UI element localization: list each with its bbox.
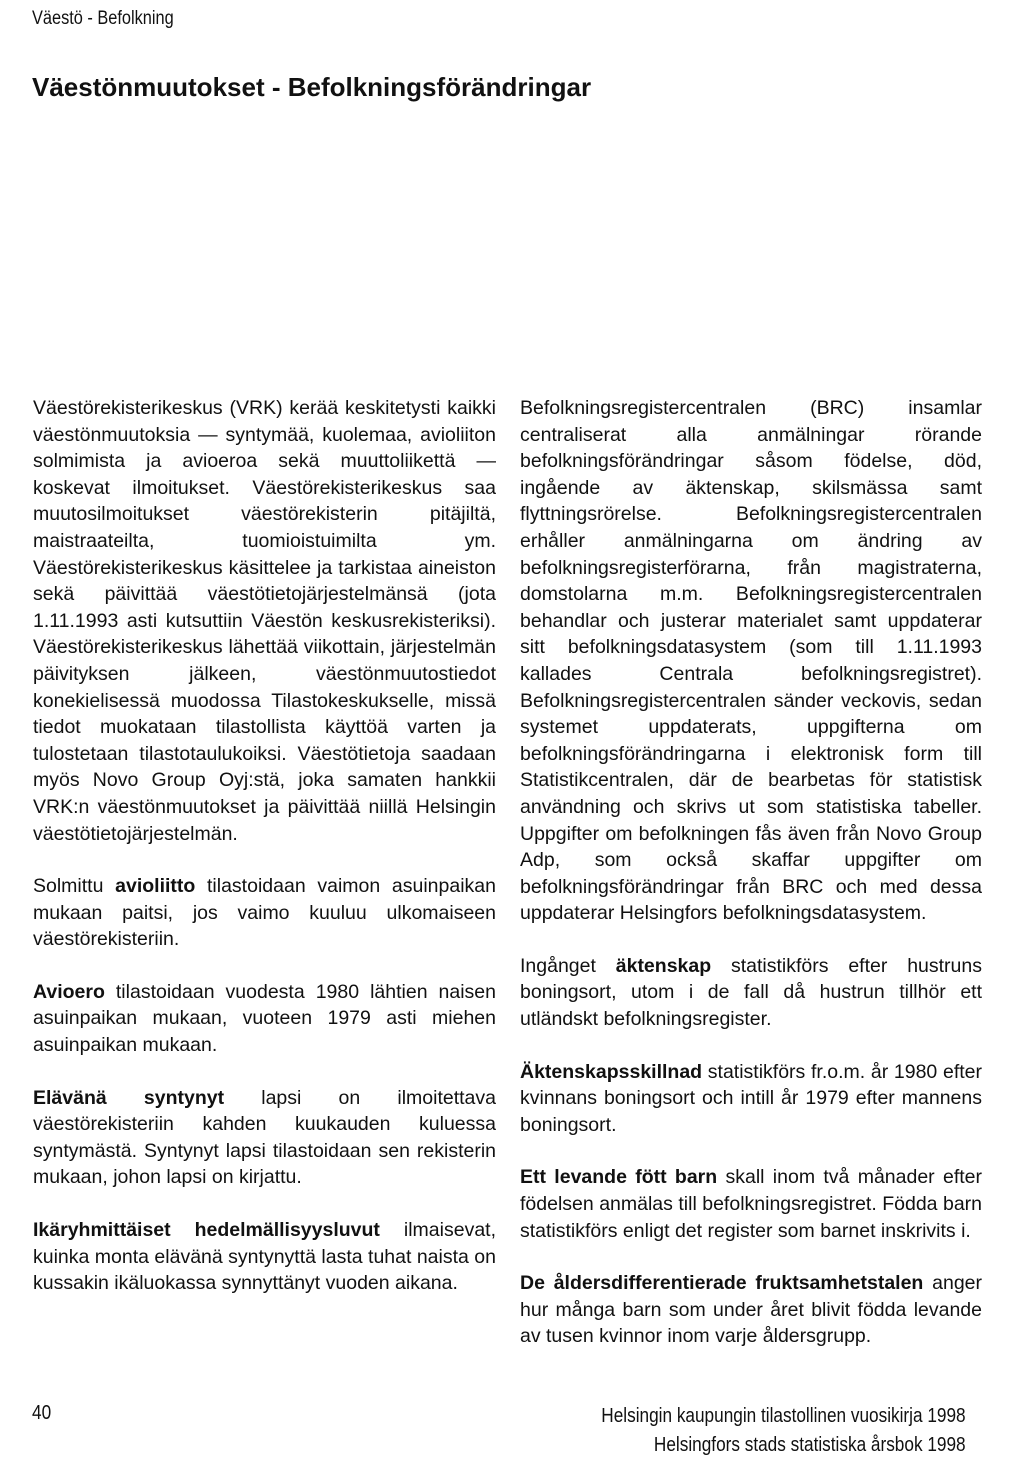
finnish-divorce-text: tilastoidaan vuodesta 1980 lähtien naisen asuinpaikan mukaan, vuoteen 1979 asti miehen asuinpaikan mukaan. xyxy=(33,980,496,1057)
finnish-divorce-paragraph xyxy=(33,979,496,1059)
swedish-marriage-term: äktenskap xyxy=(615,954,712,977)
publication-credit xyxy=(602,1402,966,1460)
finnish-column xyxy=(33,395,496,1323)
swedish-liveborn-term: Ett levande fött barn xyxy=(520,1166,718,1189)
swedish-column xyxy=(520,395,982,1376)
finnish-intro-paragraph: Väestörekisterikeskus (VRK) kerää keskitetysti kaikki väestönmuutoksia — syntymää, kuolemaa, avioliiton solmimista ja avioeroa sekä muuttoliikettä — koskevat ilmoitukset. Väestörekisterikeskus saa muutosilmoitukset väestörekisterin pitäjiltä, maistraateilta, tuomioistuimilta ym. Väestörekisterikeskus käsittelee ja tarkistaa aineiston sekä päivittää väestötietojärjestelmänsä (jota 1.11.1993 asti kutsuttiin Väestön keskusrekisteriksi). Väestörekisterikeskus lähettää viikottain, järjestelmän päivityksen jälkeen, väestönmuutostiedot konekielisessä muodossa Tilastokeskukselle, missä tiedot muokataan tilastollista käyttöä varten ja tulostetaan tilastotaulukoiksi. Väestötietoja saadaan myös Novo Group Oyj:stä, joka samaten hankkii VRK:n väestönmuutokset ja päivittää niillä Helsingin väestötietojärjestelmän. xyxy=(33,397,496,845)
finnish-marriage-paragraph xyxy=(33,873,496,953)
swedish-liveborn-paragraph xyxy=(520,1164,982,1244)
finnish-fertility-paragraph xyxy=(33,1217,496,1297)
finnish-divorce-term: Avioero xyxy=(33,980,105,1003)
running-head: Väestö - Befolkning xyxy=(32,8,174,29)
page-number: 40 xyxy=(32,1402,52,1424)
finnish-fertility-term: Ikäryhmittäiset hedelmällisyysluvut xyxy=(33,1219,380,1242)
swedish-intro-paragraph: Befolkningsregistercentralen (BRC) insamlar centraliserat alla anmälningar rörande befolkningsförändringar såsom födelse, död, ingående av äktenskap, skilsmässa samt flyttningsrörelse. Befolkningsregistercentralen erhåller anmälningarna om ändring av befolkningsregisterförarna, från magistraterna, domstolarna m.m. Befolkningsregistercentralen behandlar och justerar materialet samt uppdaterar sitt befolkningsdatasystem (som till 1.11.1993 kallades Centrala befolkningsregistret). Befolkningsregistercentralen sänder veckovis, sedan systemet uppdaterats, uppgifterna om befolkningsförändringarna i elektronisk form till Statistikcentralen, där de bearbetas för statistisk användning och skrivs ut som statistiska tabeller. Uppgifter om befolkningen fås även från Novo Group Adp, som också skaffar uppgifter om befolkningsförändringar från BRC och med dessa uppdaterar Helsingfors befolkningsdatasystem. xyxy=(520,397,982,925)
finnish-marriage-text: tilastoidaan vaimon asuinpaikan mukaan paitsi, jos vaimo kuuluu ulkomaiseen väestörekisteriin. xyxy=(33,875,496,951)
finnish-marriage-term: avioliitto xyxy=(115,875,196,898)
swedish-marriage-text: statistikförs efter hustruns boningsort, utom i de fall då hustrun tillhör ett utländskt befolkningsregister. xyxy=(520,954,982,1031)
swedish-marriage-lead: Ingånget xyxy=(520,954,616,977)
publication-title-fi: Helsingin kaupungin tilastollinen vuosikirja 1998 xyxy=(601,1405,966,1427)
swedish-divorce-paragraph xyxy=(520,1059,982,1139)
swedish-liveborn-text: skall inom två månader efter födelsen anmälas till befolkningsregistret. Födda barn statistikförs enligt det register som barnet inskrivits i. xyxy=(520,1166,982,1242)
swedish-marriage-paragraph xyxy=(520,953,982,1033)
publication-title-sv: Helsingfors stads statistiska årsbok 1998 xyxy=(654,1434,966,1456)
swedish-divorce-text: statistikförs fr.o.m. år 1980 efter kvinnans boningsort och intill år 1979 efter mannens boningsort. xyxy=(520,1060,982,1136)
finnish-marriage-lead: Solmittu xyxy=(33,875,116,898)
swedish-fertility-paragraph xyxy=(520,1270,982,1350)
finnish-fertility-text: ilmaisevat, kuinka monta elävänä syntynyttä lasta tuhat naista on kussakin ikäluokassa synnyttänyt vuoden aikana. xyxy=(33,1219,497,1295)
finnish-liveborn-term: Elävänä syntynyt xyxy=(33,1086,225,1109)
finnish-liveborn-text: lapsi on ilmoitettava väestörekisteriin kahden kuukauden kuluessa syntymästä. Syntynyt lapsi tilastoidaan sen rekisterin mukaan, johon lapsi on kirjattu. xyxy=(33,1086,496,1189)
swedish-divorce-term: Äktenskapsskillnad xyxy=(520,1060,703,1083)
page-title: Väestönmuutokset - Befolkningsförändringar xyxy=(32,72,592,102)
swedish-fertility-text: anger hur många barn som under året blivit födda levande av tusen kvinnor inom varje åldersgrupp. xyxy=(520,1272,983,1348)
finnish-liveborn-paragraph xyxy=(33,1085,496,1191)
swedish-fertility-term: De åldersdifferentierade fruktsamhetstalen xyxy=(520,1272,924,1295)
